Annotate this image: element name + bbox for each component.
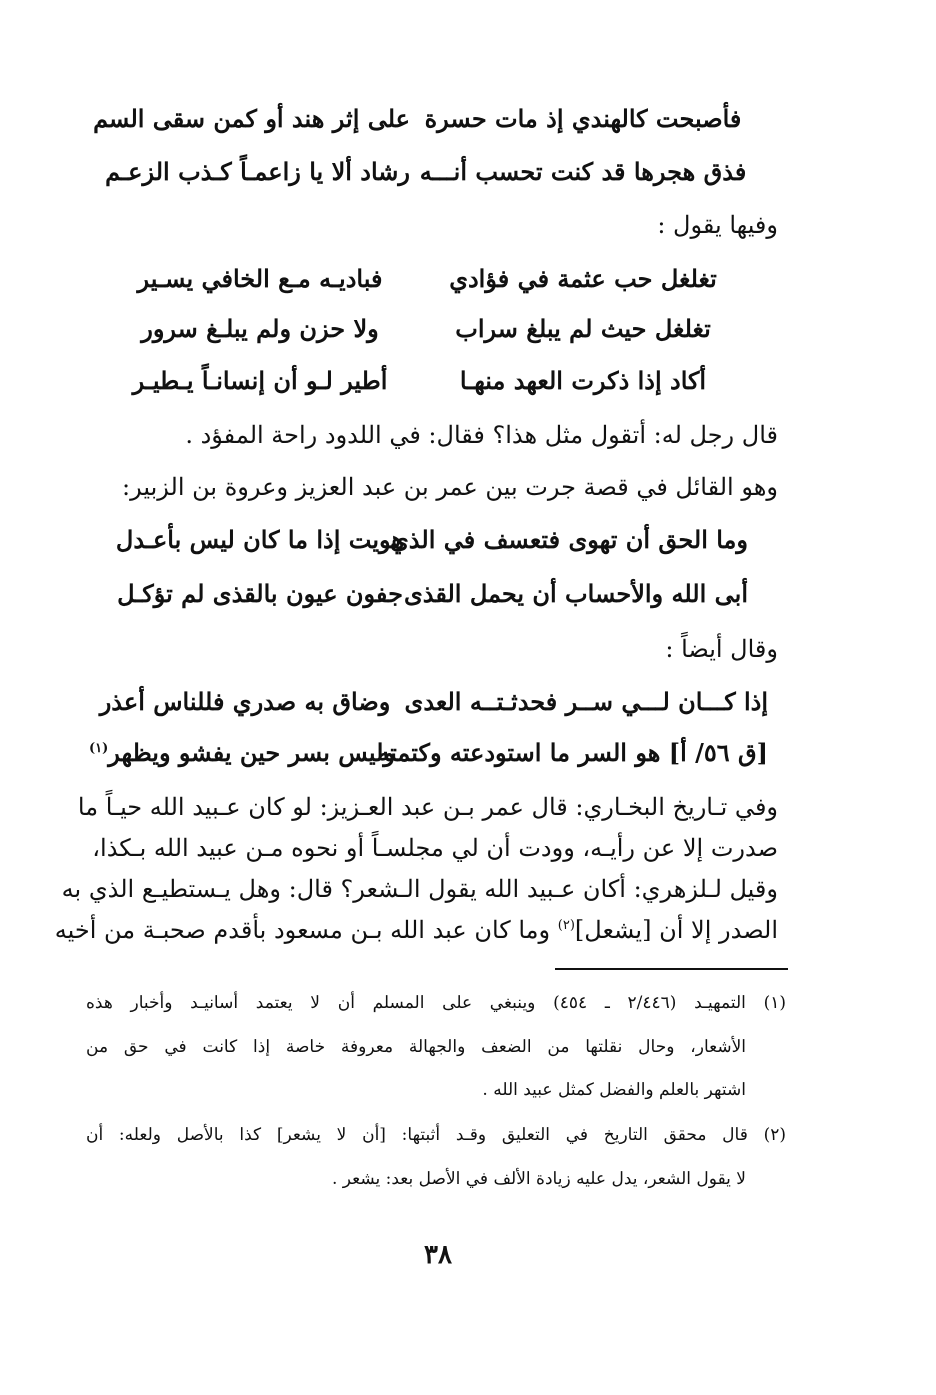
footnote-line: (٢) قال محقق التاريخ في التعليق وقـد أثبتها: [أن لا يشعر] كذا بالأصل ولعله: أن [86,1125,786,1145]
footnote-marker[interactable]: (٢) [557,918,575,933]
footnote-marker[interactable]: (١) [88,741,109,756]
verse-hemistich: أطير لـو أن إنسانـاً يـطيـر [132,366,388,395]
verse-text: وليس بسر حين يفشو ويظهر [108,738,395,767]
verse-hemistich: رشاد ألا يا زاعمـاً كـذب الزعـم [105,157,410,186]
verse-hemistich: ولا حزن ولم يبلـغ سرور [141,314,379,343]
verse-hemistich: تغلغل حب عثمة في فؤادي [449,264,717,293]
prose-line: وهو القائل في قصة جرت بين عمر بن عبد العزيز وعروة بن الزبير: [122,473,778,501]
verse-hemistich: وما الحق أن تهوى فتعسف في الذي [390,525,748,554]
footnote-line: لا يقول الشعر، يدل عليه زيادة الألف في الأصل بعد: يشعر . [331,1169,746,1189]
paragraph-line: وفي تـاريخ البخـاري: قال عمر بـن عبد العـزيز: لو كان عـبيد الله حيـاً ما [77,793,778,821]
verse-hemistich: إذا كـــان لـــي ســر فحدثـتــه العدى [404,687,768,716]
verse-hemistich: جفون عيون بالقذى لم تؤكـل [117,579,403,608]
paragraph-text: الصدر إلا أن [يشعل] [574,916,778,944]
footnote-line: الأشعار، وحال نقلتها من الضعف والجهالة معروفة خاصة إذا كانت في حق من [86,1037,746,1057]
prose-line: قال رجل له: أتقول مثل هذا؟ فقال: في اللدود راحة المفؤد . [185,421,778,449]
verse-hemistich: فذق هجرها قد كنت تحسب أنـــه [419,157,747,186]
intro-line: وقال أيضاً : [665,635,778,663]
verse-hemistich: أبى الله والأحساب أن يحمل القذى [403,579,748,608]
verse-hemistich: على إثر هند أو كمن سقى السم [93,104,410,133]
verse-hemistich: وضاق به صدري فللناس أعذر [99,687,391,716]
verse-hemistich: أكاد إذا ذكرت العهد منهـا [459,366,707,395]
verse-hemistich: فأصبحت كالهندي إذ مات حسرة [424,104,742,133]
verse-hemistich: [ق ٥٦/ أ] هو السر ما استودعته وكتمته [377,738,768,767]
page-number: ٣٨ [424,1240,452,1270]
intro-line: وفيها يقول : [657,211,778,239]
paragraph-line: وقيل لـلزهري: أكان عـبيد الله يقول الـشعر؟ قال: وهل يـستطيـع الذي به [61,875,778,903]
verse-hemistich: فباديـه مـع الخافي يسـير [137,264,383,293]
verse-hemistich: هويت إذا ما كان ليس بأعـدل [115,525,405,554]
paragraph-line: صدرت إلا عن رأيـه، وودت أن لي مجلسـاً أو نحوه مـن عبيد الله بـكذا، [92,834,778,862]
footnote-line: (١) التمهيـد (٢/٤٤٦ ـ ٤٥٤) وينبغي على المسلم أن لا يعتمد أسانيـد وأخبار هذه [86,993,786,1013]
verse-hemistich [88,736,395,770]
paragraph-line [54,913,778,947]
verse-hemistich: تغلغل حيث لم يبلغ سراب [455,314,711,343]
paragraph-text: وما كان عبد الله بـن مسعود بأقدم صحبـة من أخيه [54,916,551,944]
footnote-line: اشتهر بالعلم والفضل كمثل عبيد الله . [482,1080,746,1100]
footnote-divider [555,968,788,970]
